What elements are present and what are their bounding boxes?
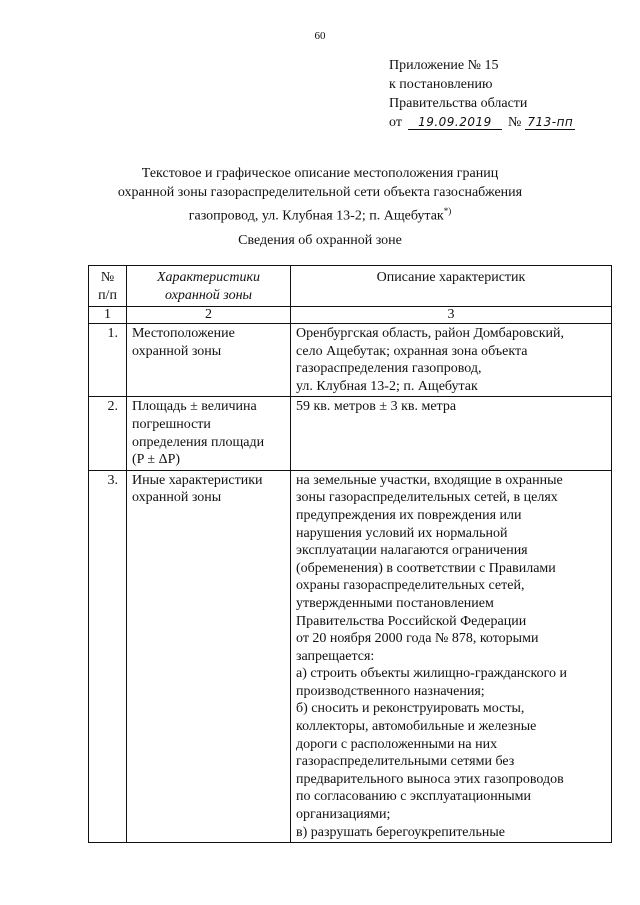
table-row xyxy=(89,470,612,842)
row-number: 3. xyxy=(89,470,127,842)
cell-line: охранной зоны xyxy=(132,343,222,359)
cell-line: Правительства Российской Федерации xyxy=(296,613,527,629)
row-number: 2. xyxy=(89,397,127,470)
appendix-block xyxy=(389,56,575,132)
header-num-line-2: п/п xyxy=(98,287,117,303)
cell-line: утвержденными постановлением xyxy=(296,595,494,611)
header-char-line-1: Характеристики xyxy=(156,270,261,285)
cell-line: погрешности xyxy=(132,416,211,432)
row-description xyxy=(291,324,612,397)
header-num-line-1: № xyxy=(100,270,115,285)
cell-line: газораспределения газопровод, xyxy=(296,361,482,377)
table-index-row xyxy=(89,307,612,324)
title-line-3-text: газопровод, ул. Клубная 13-2; п. Ащебутак xyxy=(188,208,444,224)
header-characteristics xyxy=(127,266,291,307)
table-row xyxy=(89,324,612,397)
cell-line: село Ащебутак; охранная зона объекта xyxy=(296,343,528,359)
title-line-1: Текстовое и графическое описание местоположения границ xyxy=(141,166,499,181)
cell-line: нарушения условий их нормальной xyxy=(296,525,508,541)
cell-line: ул. Клубная 13-2; п. Ащебутак xyxy=(296,378,478,394)
protection-zone-table xyxy=(88,265,612,843)
cell-line: 59 кв. метров ± 3 кв. метра xyxy=(296,399,457,415)
row-number: 1. xyxy=(89,324,127,397)
handwritten-number: 713-пп xyxy=(525,115,575,130)
cell-line: (обременения) в соответствии с Правилами xyxy=(296,560,556,576)
cell-line: дороги с расположенными на них xyxy=(296,736,498,752)
document-title xyxy=(0,164,640,226)
cell-line: определения площади xyxy=(132,434,265,450)
cell-line: производственного назначения; xyxy=(296,683,485,699)
cell-line: на земельные участки, входящие в охранные xyxy=(296,472,563,488)
cell-line: от 20 ноября 2000 года № 878, которыми xyxy=(296,631,539,647)
row-characteristic xyxy=(127,470,291,842)
cell-line: газораспределительными сетями без xyxy=(296,754,515,770)
number-label: № xyxy=(507,115,522,130)
header-num xyxy=(89,266,127,307)
header-description: Описание характеристик xyxy=(291,266,612,307)
cell-line: запрещается: xyxy=(296,648,375,664)
title-line-3 xyxy=(0,202,640,226)
footnote-mark: *) xyxy=(443,206,452,216)
appendix-line-1: Приложение № 15 xyxy=(389,58,499,73)
index-cell: 1 xyxy=(89,307,127,324)
cell-line: Иные характеристики xyxy=(132,472,263,488)
table-row xyxy=(89,397,612,470)
cell-line: зоны газораспределительных сетей, в целях xyxy=(296,490,558,506)
index-cell: 3 xyxy=(291,307,612,324)
page-number: 60 xyxy=(314,30,326,42)
cell-line: охранной зоны xyxy=(132,490,222,506)
handwritten-date: 19.09.2019 xyxy=(408,115,502,130)
index-cell: 2 xyxy=(127,307,291,324)
cell-line: охраны газораспределительных сетей, xyxy=(296,578,525,594)
cell-line: Местоположение xyxy=(132,326,235,341)
cell-line: по согласованию с эксплуатационными xyxy=(296,789,531,805)
cell-line: предварительного выноса этих газопроводов xyxy=(296,771,564,787)
cell-line: б) сносить и реконструировать мосты, xyxy=(296,701,525,717)
row-description xyxy=(291,397,612,470)
appendix-line-3: Правительства области xyxy=(389,96,528,111)
cell-line: в) разрушать берегоукрепительные xyxy=(296,824,506,840)
cell-line: Площадь ± величина xyxy=(132,399,257,415)
cell-line: Оренбургская область, район Домбаровский, xyxy=(296,326,565,341)
cell-line: организациями; xyxy=(296,807,391,823)
from-label: от xyxy=(389,115,402,130)
appendix-line-2: к постановлению xyxy=(389,77,493,92)
cell-line: предупреждения их повреждения или xyxy=(296,507,522,523)
appendix-date-line xyxy=(389,113,575,132)
header-char-line-2: охранной зоны xyxy=(164,287,253,303)
cell-line: эксплуатации налагаются ограничения xyxy=(296,543,528,559)
section-subtitle: Сведения об охранной зоне xyxy=(238,233,402,248)
row-characteristic xyxy=(127,397,291,470)
row-characteristic xyxy=(127,324,291,397)
table-header-row xyxy=(89,266,612,307)
row-description xyxy=(291,470,612,842)
cell-line: а) строить объекты жилищно-гражданского и xyxy=(296,666,567,682)
cell-line: (P ± ΔP) xyxy=(132,452,181,468)
cell-line: коллекторы, автомобильные и железные xyxy=(296,719,537,735)
title-line-2: охранной зоны газораспределительной сети объекта газоснабжения xyxy=(117,185,523,200)
